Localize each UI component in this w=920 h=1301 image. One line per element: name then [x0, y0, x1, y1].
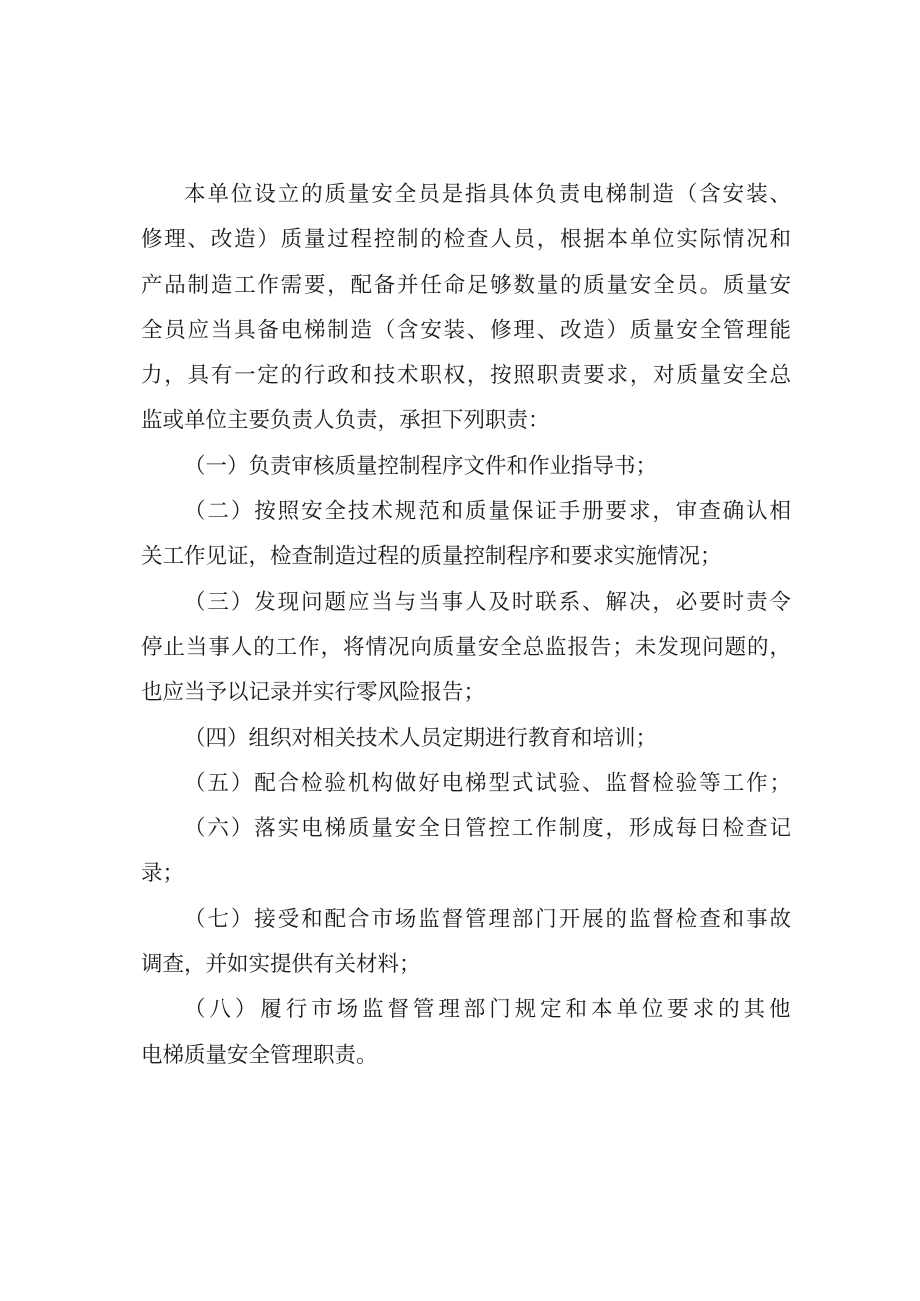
list-item-line: （七）接受和配合市场监督管理部门开展的监督检查和事故	[184, 906, 791, 932]
list-item-line: 录；	[141, 861, 185, 887]
list-item-line: （三）发现问题应当与当事人及时联系、解决，必要时责令	[184, 589, 791, 615]
list-item-line: （六）落实电梯质量安全日管控工作制度，形成每日检查记	[184, 816, 791, 842]
list-item-line: 电梯质量安全管理职责。	[141, 1042, 378, 1068]
list-item-line: （五）配合检验机构做好电梯型式试验、监督检验等工作；	[184, 770, 791, 796]
list-item-line: 停止当事人的工作，将情况向质量安全总监报告；未发现问题的，	[141, 634, 791, 660]
list-item-line: （二）按照安全技术规范和质量保证手册要求，审查确认相	[184, 499, 791, 525]
list-item-line: （八）履行市场监督管理部门规定和本单位要求的其他	[184, 997, 791, 1023]
paragraph-line: 修理、改造）质量过程控制的检查人员，根据本单位实际情况和	[141, 227, 791, 253]
list-item-line: （四）组织对相关技术人员定期进行教育和培训；	[184, 725, 658, 751]
list-item-line: 也应当予以记录并实行零风险报告；	[141, 680, 486, 706]
paragraph-line: 产品制造工作需要，配备并任命足够数量的质量安全员。质量安	[141, 272, 791, 298]
paragraph-line: 力，具有一定的行政和技术职权，按照职责要求，对质量安全总	[141, 363, 791, 389]
paragraph-line: 全员应当具备电梯制造（含安装、修理、改造）质量安全管理能	[141, 317, 791, 343]
list-item-line: 调查，并如实提供有关材料；	[141, 952, 421, 978]
list-item-line: 关工作见证，检查制造过程的质量控制程序和要求实施情况；	[141, 544, 722, 570]
paragraph-line: 本单位设立的质量安全员是指具体负责电梯制造（含安装、	[184, 182, 791, 207]
list-item-line: （一）负责审核质量控制程序文件和作业指导书；	[184, 453, 658, 479]
body-text	[141, 172, 791, 1078]
paragraph-line: 监或单位主要负责人负责，承担下列职责：	[141, 408, 550, 434]
